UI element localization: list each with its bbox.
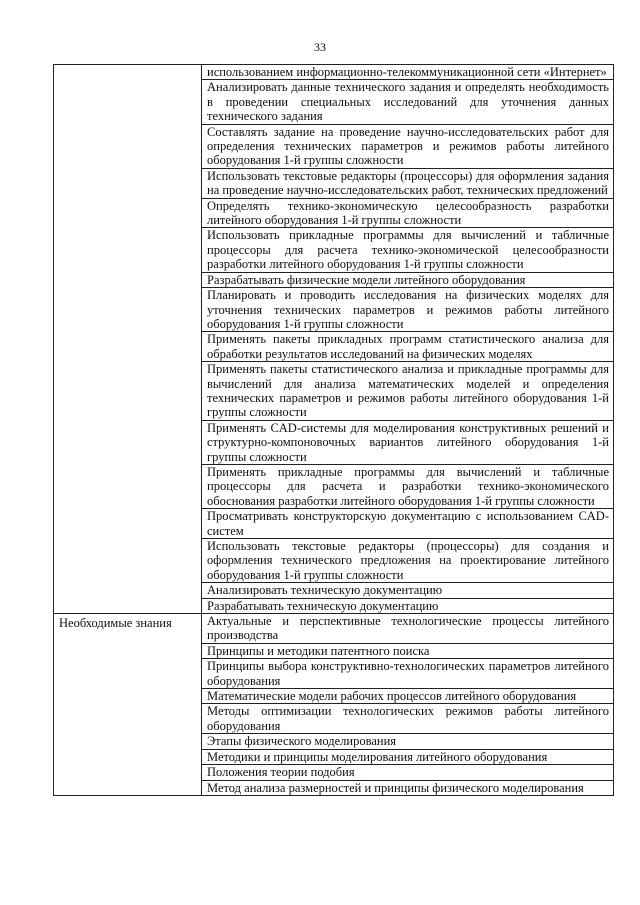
knowledge-item: Методики и принципы моделирования литейного оборудования — [202, 749, 614, 764]
requirements-table-body — [54, 65, 614, 796]
skills-item: Использовать прикладные программы для вычислений и табличные процессоры для расчета технико-экономической целесообразности разработки литейного оборудования 1-й группы сложности — [202, 228, 614, 272]
skills-item: Применять пакеты прикладных программ статистического анализа для обработки результатов исследований на физических моделях — [202, 332, 614, 362]
skills-item: Анализировать техническую документацию — [202, 583, 614, 598]
skills-item: Применять CAD-системы для моделирования конструктивных решений и структурно-компоновочных вариантов литейного оборудования 1-й группы сложности — [202, 420, 614, 464]
skills-item: Просматривать конструкторскую документацию с использованием CAD-систем — [202, 509, 614, 539]
knowledge-section-label: Необходимые знания — [54, 614, 202, 796]
skills-item: Использовать текстовые редакторы (процессоры) для создания и оформления технического предложения на проектирование литейного оборудования 1-й группы сложности — [202, 539, 614, 583]
knowledge-item: Метод анализа размерностей и принципы физического моделирования — [202, 780, 614, 795]
knowledge-item: Актуальные и перспективные технологические процессы литейного производства — [202, 614, 614, 644]
skills-item: Разрабатывать физические модели литейного оборудования — [202, 272, 614, 287]
skills-item: Анализировать данные технического задания и определять необходимость в проведении специальных исследований для уточнения данных технического задания — [202, 80, 614, 124]
skills-section-label — [54, 65, 202, 614]
skills-item: Планировать и проводить исследования на физических моделях для уточнения технических параметров и режимов работы литейного оборудования 1-й группы сложности — [202, 288, 614, 332]
skills-item: Применять пакеты статистического анализа и прикладные программы для вычислений для анализа математических моделей и определения технических параметров и режимов работы литейного оборудования 1-й группы сложности — [202, 362, 614, 421]
knowledge-item: Принципы и методики патентного поиска — [202, 643, 614, 658]
page-number: 33 — [314, 40, 326, 54]
skills-row — [54, 65, 614, 80]
requirements-table — [53, 64, 614, 796]
skills-item: Использовать текстовые редакторы (процессоры) для оформления задания на проведение научно-исследовательских работ, технических предложений — [202, 168, 614, 198]
skills-item: Применять прикладные программы для вычислений и табличные процессоры для расчета и разработки технико-экономического обоснования разработки литейного оборудования 1-й группы сложности — [202, 464, 614, 508]
knowledge-item: Положения теории подобия — [202, 765, 614, 780]
knowledge-item: Методы оптимизации технологических режимов работы литейного оборудования — [202, 704, 614, 734]
knowledge-item: Математические модели рабочих процессов литейного оборудования — [202, 689, 614, 704]
skills-item: использованием информационно-телекоммуникационной сети «Интернет» — [202, 65, 614, 80]
knowledge-row — [54, 614, 614, 644]
knowledge-item: Принципы выбора конструктивно-технологических параметров литейного оборудования — [202, 659, 614, 689]
skills-item: Составлять задание на проведение научно-исследовательских работ для определения технических параметров и режимов работы литейного оборудования 1-й группы сложности — [202, 124, 614, 168]
skills-item: Определять технико-экономическую целесообразность разработки литейного оборудования 1-й группы сложности — [202, 198, 614, 228]
skills-item: Разрабатывать техническую документацию — [202, 598, 614, 613]
knowledge-item: Этапы физического моделирования — [202, 734, 614, 749]
